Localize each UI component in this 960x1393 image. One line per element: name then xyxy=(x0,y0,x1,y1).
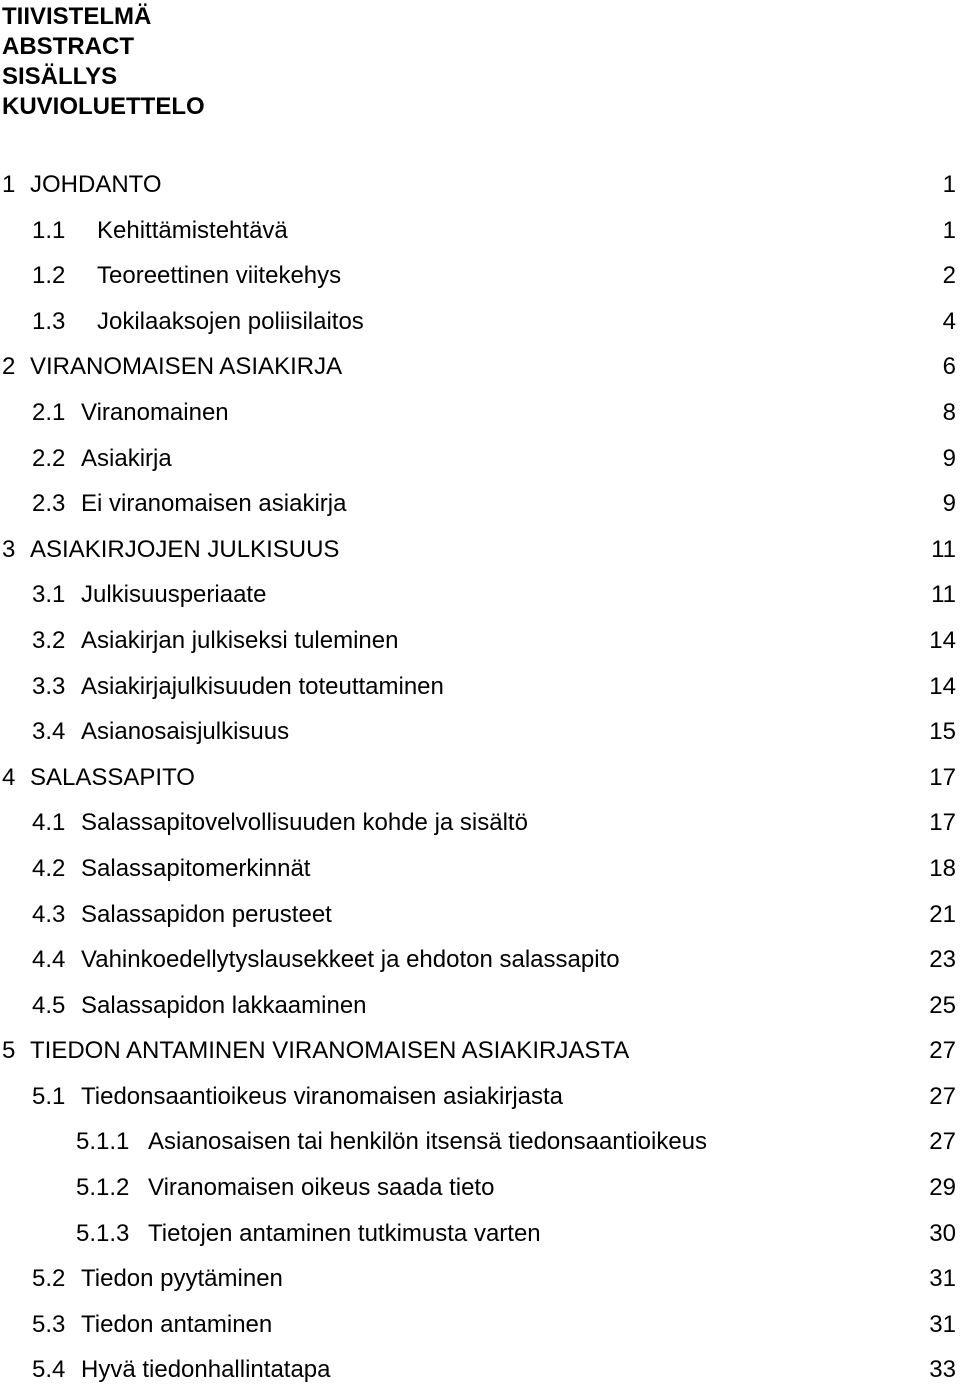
toc-entry-title: Kehittämistehtävä xyxy=(97,216,288,244)
toc-entry-title: Tietojen antaminen tutkimusta varten xyxy=(148,1219,541,1247)
toc-entry-number: 2 xyxy=(2,353,16,381)
toc-entry xyxy=(0,664,960,710)
toc-entry xyxy=(0,618,960,664)
toc-entry-title: Julkisuusperiaate xyxy=(81,581,267,609)
toc-entry-page-number: 27 xyxy=(929,1037,956,1065)
toc-entry-number: 1.2 xyxy=(32,262,66,290)
front-matter-item-kuvioluettelo: KUVIOLUETTELO xyxy=(2,93,205,120)
toc-entry-page-number: 33 xyxy=(929,1356,956,1384)
toc-entry-number: 1 xyxy=(2,171,16,198)
toc-entry xyxy=(0,892,960,938)
toc-entry-title: ASIAKIRJOJEN JULKISUUS xyxy=(30,535,340,563)
toc-entry-number: 5.3 xyxy=(32,1310,66,1338)
toc-entry-title: Tiedon pyytäminen xyxy=(81,1265,283,1293)
toc-entry xyxy=(0,572,960,618)
toc-entry xyxy=(0,1256,960,1302)
toc-entry-page-number: 11 xyxy=(931,581,956,609)
toc-entry xyxy=(0,162,960,208)
toc-entry-number: 3 xyxy=(2,535,16,563)
toc-entry-title: Vahinkoedellytyslausekkeet ja ehdoton salassapito xyxy=(81,946,620,974)
toc-entry-number: 4.1 xyxy=(32,809,66,837)
toc-entry-number: 3.1 xyxy=(32,581,66,609)
toc-entry-page-number: 14 xyxy=(929,626,956,654)
toc-entry-page-number: 31 xyxy=(929,1265,956,1293)
toc-entry-page-number: 1 xyxy=(942,171,956,198)
toc-entry xyxy=(0,755,960,801)
toc-entry-title: Viranomainen xyxy=(81,398,229,426)
table-of-contents xyxy=(0,162,960,1393)
toc-entry-page-number: 1 xyxy=(942,216,956,244)
front-matter-item-abstract: ABSTRACT xyxy=(2,33,134,60)
toc-entry-number: 5.1.3 xyxy=(76,1219,130,1247)
toc-entry-number: 3.2 xyxy=(32,626,66,654)
toc-entry-title: Asiakirja xyxy=(81,444,172,472)
toc-entry-number: 2.1 xyxy=(32,398,66,426)
toc-entry xyxy=(0,846,960,892)
toc-entry-page-number: 9 xyxy=(942,444,956,472)
toc-entry-title: Asianosaisjulkisuus xyxy=(81,718,290,746)
toc-entry-number: 4.5 xyxy=(32,991,66,1019)
toc-entry xyxy=(0,1211,960,1257)
front-matter-list xyxy=(2,2,205,122)
toc-entry-number: 5.1 xyxy=(32,1082,66,1110)
toc-entry-page-number: 23 xyxy=(929,946,956,974)
toc-entry-page-number: 6 xyxy=(942,353,956,381)
toc-entry-number: 5.4 xyxy=(32,1356,66,1384)
toc-entry xyxy=(0,1165,960,1211)
toc-entry xyxy=(0,253,960,299)
toc-entry-title: Teoreettinen viitekehys xyxy=(97,262,342,290)
toc-entry xyxy=(0,1119,960,1165)
toc-entry-title: Asiakirjan julkiseksi tuleminen xyxy=(81,626,399,654)
toc-entry-number: 5.1.1 xyxy=(76,1128,130,1156)
toc-entry-page-number: 29 xyxy=(929,1174,956,1202)
toc-entry-title: SALASSAPITO xyxy=(30,763,195,791)
toc-entry xyxy=(0,1028,960,1074)
toc-entry-page-number: 2 xyxy=(942,262,956,290)
toc-entry-page-number: 11 xyxy=(931,535,956,563)
toc-entry xyxy=(0,1302,960,1348)
toc-entry xyxy=(0,527,960,573)
toc-entry-number: 4.3 xyxy=(32,900,66,928)
toc-entry-title: Salassapitovelvollisuuden kohde ja sisältö xyxy=(81,809,528,837)
toc-entry-page-number: 27 xyxy=(929,1082,956,1110)
toc-entry-title: Asiakirjajulkisuuden toteuttaminen xyxy=(81,672,444,700)
toc-entry-number: 5.1.2 xyxy=(76,1174,130,1202)
toc-entry-page-number: 30 xyxy=(929,1219,956,1247)
toc-entry-number: 2.2 xyxy=(32,444,66,472)
toc-entry-number: 1.3 xyxy=(32,307,66,335)
toc-entry-page-number: 8 xyxy=(942,398,956,426)
toc-entry-number: 4.2 xyxy=(32,854,66,882)
toc-entry-title: VIRANOMAISEN ASIAKIRJA xyxy=(30,353,343,381)
toc-entry-title: Hyvä tiedonhallintatapa xyxy=(81,1356,331,1384)
toc-entry xyxy=(0,390,960,436)
toc-entry-page-number: 9 xyxy=(942,490,956,518)
toc-entry-page-number: 17 xyxy=(929,809,956,837)
toc-entry-number: 4 xyxy=(2,763,16,791)
toc-entry xyxy=(0,208,960,254)
toc-entry-page-number: 21 xyxy=(929,900,956,928)
toc-entry-title: Tiedon antaminen xyxy=(81,1310,273,1338)
front-matter-item-sisallys: SISÄLLYS xyxy=(2,63,118,90)
toc-entry-page-number: 4 xyxy=(942,307,956,335)
toc-entry-title: JOHDANTO xyxy=(30,171,162,198)
toc-entry-page-number: 14 xyxy=(929,672,956,700)
toc-entry-title: Salassapitomerkinnät xyxy=(81,854,311,882)
toc-entry-page-number: 25 xyxy=(929,991,956,1019)
toc-entry-number: 3.4 xyxy=(32,718,66,746)
toc-entry-page-number: 31 xyxy=(929,1310,956,1338)
toc-entry xyxy=(0,1347,960,1393)
front-matter-item-tiivistelma: TIIVISTELMÄ xyxy=(2,3,152,30)
toc-entry-page-number: 27 xyxy=(929,1128,956,1156)
toc-entry xyxy=(0,344,960,390)
toc-entry xyxy=(0,481,960,527)
toc-entry xyxy=(0,937,960,983)
toc-entry-title: Salassapidon perusteet xyxy=(81,900,332,928)
toc-entry-title: Salassapidon lakkaaminen xyxy=(81,991,367,1019)
toc-entry-page-number: 17 xyxy=(929,763,956,791)
toc-entry xyxy=(0,709,960,755)
toc-entry-title: Tiedonsaantioikeus viranomaisen asiakirjasta xyxy=(81,1082,564,1110)
toc-entry-number: 1.1 xyxy=(32,216,66,244)
toc-entry xyxy=(0,299,960,345)
toc-entry-number: 5.2 xyxy=(32,1265,66,1293)
toc-entry-title: Viranomaisen oikeus saada tieto xyxy=(148,1174,495,1202)
toc-entry xyxy=(0,436,960,482)
toc-entry-number: 2.3 xyxy=(32,490,66,518)
toc-entry-page-number: 15 xyxy=(929,718,956,746)
toc-entry-title: TIEDON ANTAMINEN VIRANOMAISEN ASIAKIRJASTA xyxy=(30,1037,630,1065)
toc-entry-title: Asianosaisen tai henkilön itsensä tiedonsaantioikeus xyxy=(148,1128,708,1156)
toc-entry-number: 5 xyxy=(2,1037,16,1065)
toc-entry xyxy=(0,1074,960,1120)
toc-entry-page-number: 18 xyxy=(929,854,956,882)
toc-entry-number: 3.3 xyxy=(32,672,66,700)
toc-entry xyxy=(0,800,960,846)
toc-entry-title: Ei viranomaisen asiakirja xyxy=(81,490,347,518)
toc-entry-title: Jokilaaksojen poliisilaitos xyxy=(97,307,364,335)
toc-entry xyxy=(0,983,960,1029)
toc-entry-number: 4.4 xyxy=(32,946,66,974)
